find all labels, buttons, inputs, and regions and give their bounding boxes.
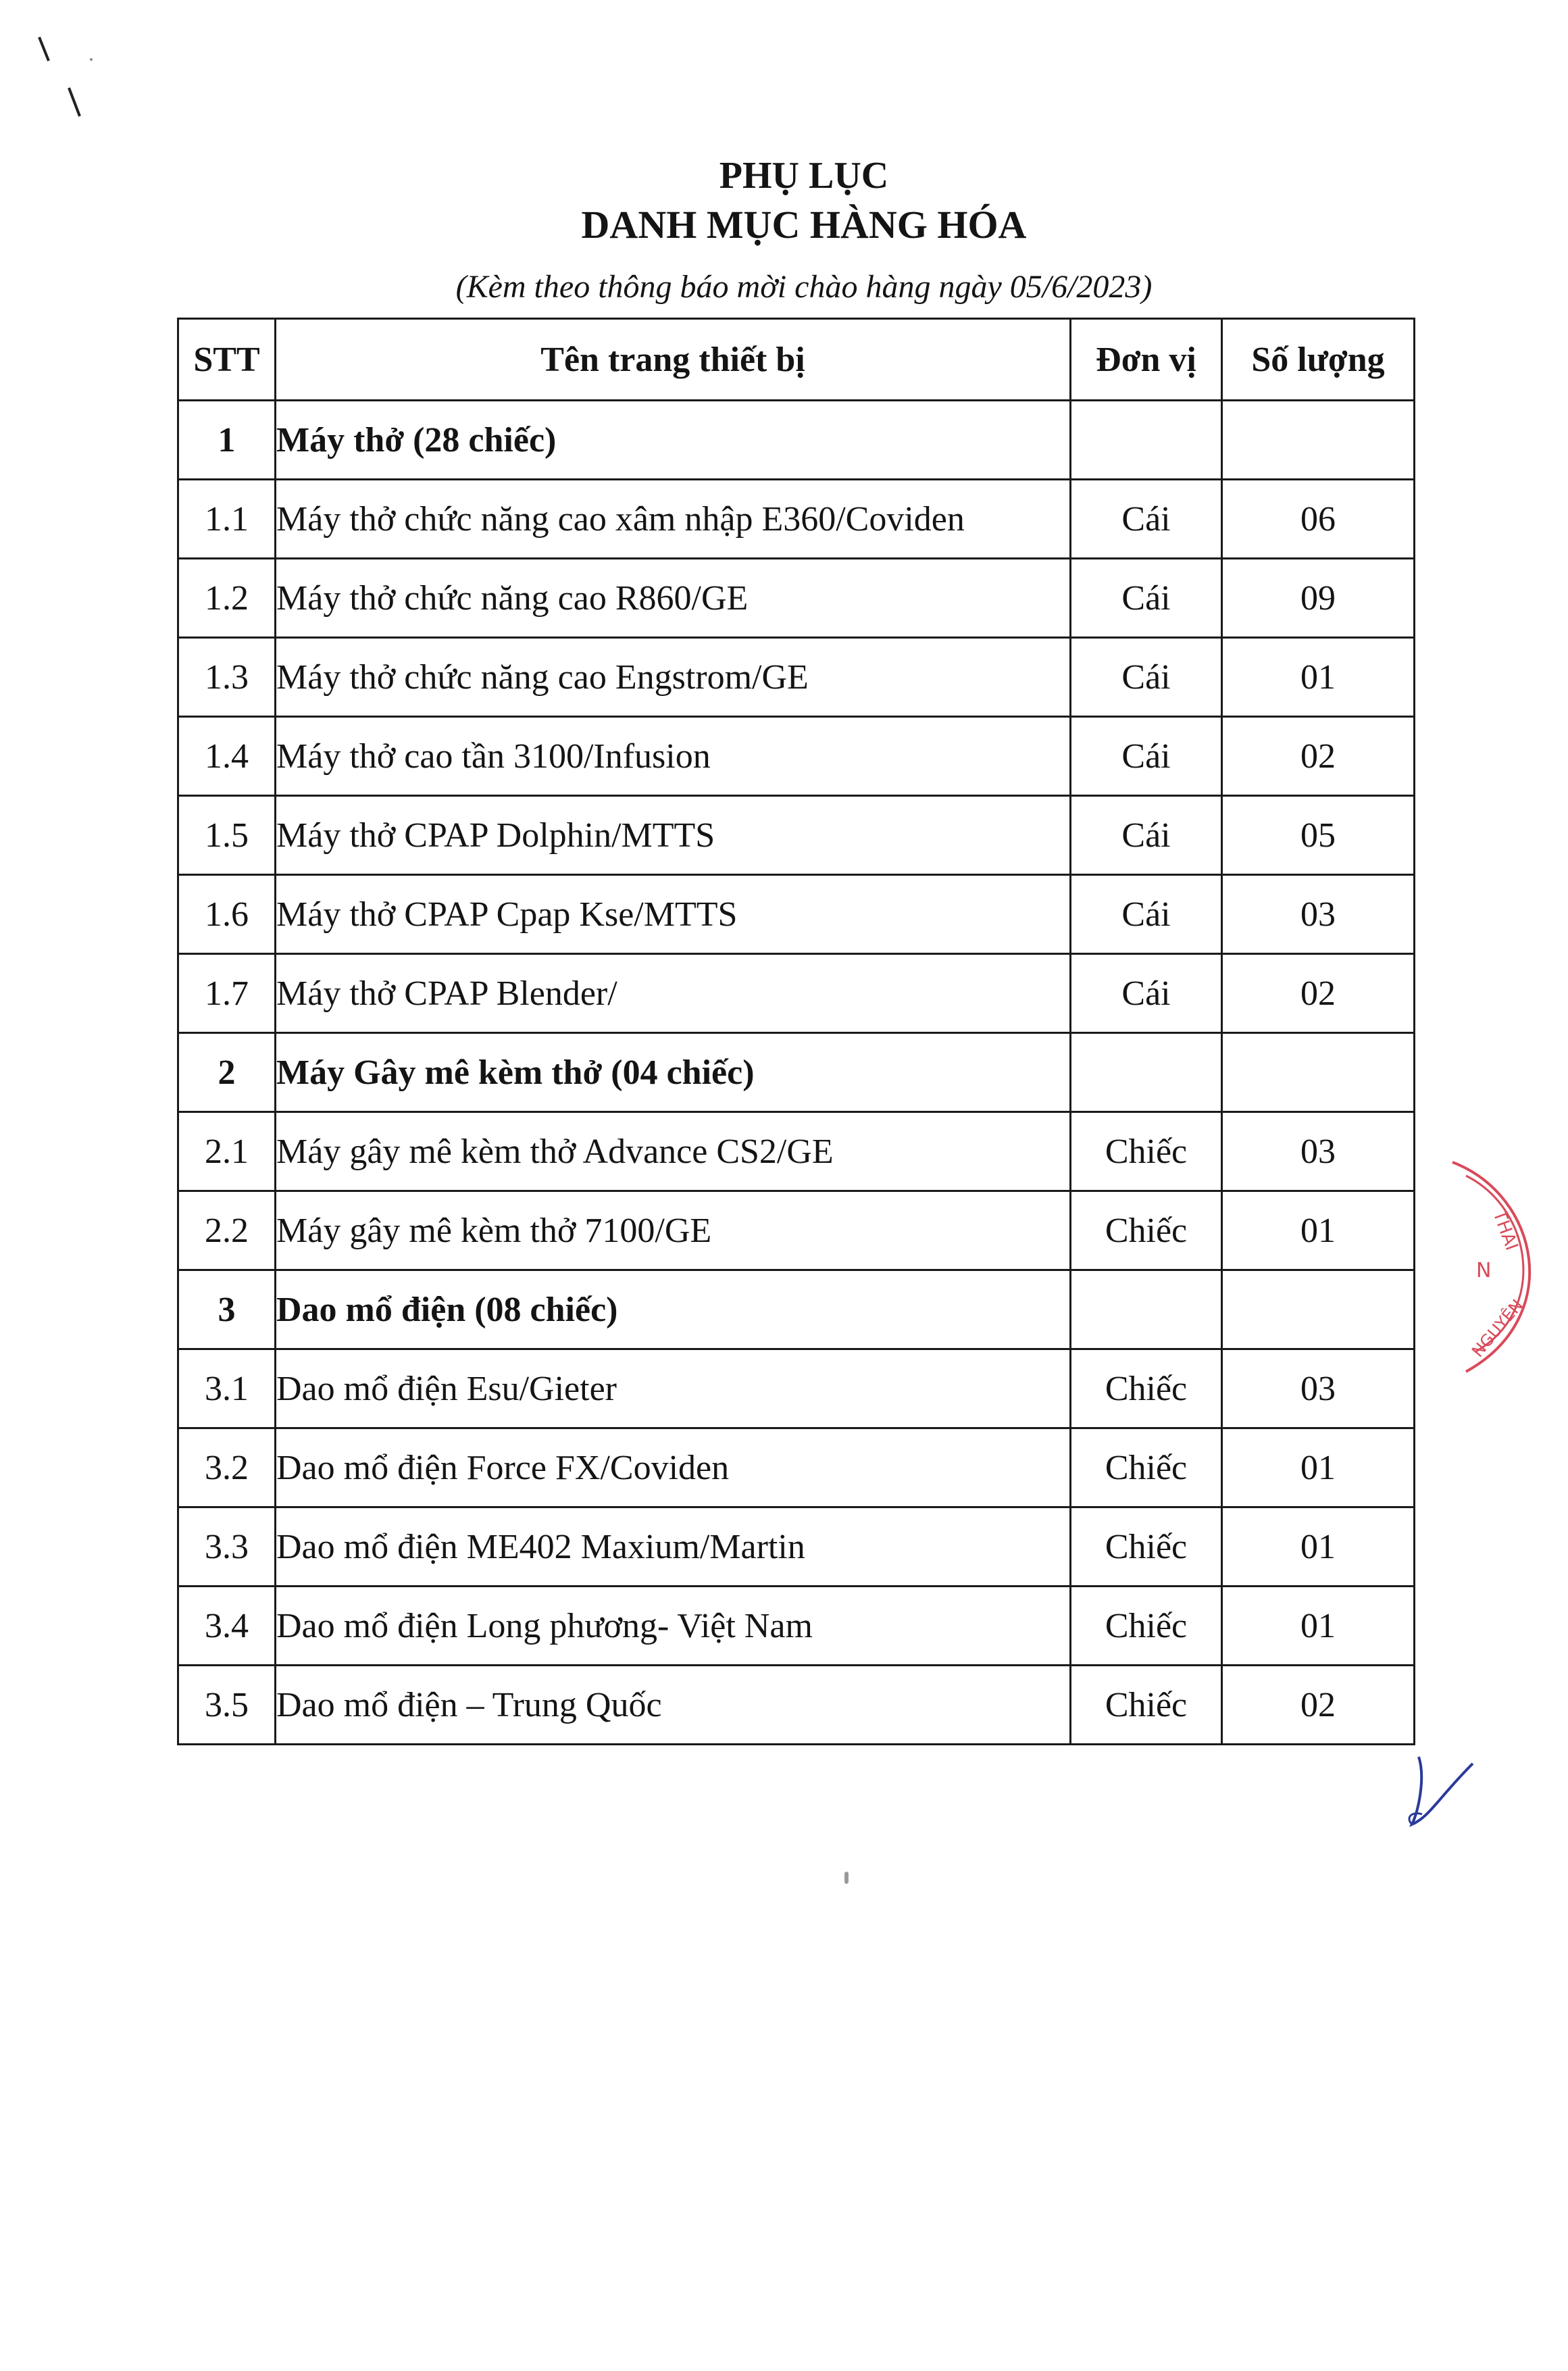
row-quantity: 03 [1222, 1349, 1415, 1428]
row-stt: 1.5 [178, 796, 276, 875]
table-row [178, 1507, 1415, 1587]
table-row [178, 954, 1415, 1033]
goods-list-title: DANH MỤC HÀNG HÓA [581, 203, 1027, 247]
row-stt: 1.6 [178, 875, 276, 954]
row-quantity: 02 [1222, 717, 1415, 796]
row-quantity [1222, 401, 1415, 480]
row-quantity [1222, 1033, 1415, 1112]
table-row [178, 638, 1415, 717]
table-row [178, 559, 1415, 638]
header-unit: Đơn vị [1071, 319, 1222, 401]
svg-text:NGUYÊN: NGUYÊN [1468, 1295, 1527, 1361]
row-equipment-name: Dao mổ điện Force FX/Coviden [276, 1428, 1071, 1507]
header-equipment-name: Tên trang thiết bị [276, 319, 1071, 401]
row-stt: 1.2 [178, 559, 276, 638]
table-row [178, 1349, 1415, 1428]
table-group-row [178, 401, 1415, 480]
signature-initial [1398, 1750, 1480, 1831]
row-unit: Chiếc [1071, 1428, 1222, 1507]
row-quantity: 01 [1222, 1507, 1415, 1587]
row-stt: 3.1 [178, 1349, 276, 1428]
row-stt: 3.4 [178, 1587, 276, 1666]
row-equipment-name: Dao mổ điện ME402 Maxium/Martin [276, 1507, 1071, 1587]
row-unit: Cái [1071, 796, 1222, 875]
row-stt: 2.1 [178, 1112, 276, 1191]
row-unit: Chiếc [1071, 1587, 1222, 1666]
row-equipment-name: Máy thở cao tần 3100/Infusion [276, 717, 1071, 796]
row-quantity: 06 [1222, 480, 1415, 559]
row-unit: Cái [1071, 875, 1222, 954]
row-quantity: 01 [1222, 638, 1415, 717]
row-unit: Chiếc [1071, 1349, 1222, 1428]
row-stt: 2 [178, 1033, 276, 1112]
row-unit: Cái [1071, 954, 1222, 1033]
row-quantity [1222, 1270, 1415, 1349]
row-unit [1071, 1270, 1222, 1349]
table-row [178, 1587, 1415, 1666]
row-stt: 1.1 [178, 480, 276, 559]
row-unit: Chiếc [1071, 1507, 1222, 1587]
row-equipment-name: Máy thở CPAP Dolphin/MTTS [276, 796, 1071, 875]
row-equipment-name: Máy thở CPAP Blender/ [276, 954, 1071, 1033]
scan-marks [27, 27, 95, 128]
row-unit: Cái [1071, 480, 1222, 559]
appendix-title: PHỤ LỤC [719, 155, 889, 197]
row-unit: Chiếc [1071, 1112, 1222, 1191]
scan-dot [844, 1872, 849, 1884]
row-stt: 3.5 [178, 1666, 276, 1745]
row-quantity: 02 [1222, 954, 1415, 1033]
table-row [178, 1666, 1415, 1745]
table-header-row [178, 319, 1415, 401]
row-stt: 1 [178, 401, 276, 480]
row-equipment-name: Dao mổ điện (08 chiếc) [276, 1270, 1071, 1349]
table-row [178, 717, 1415, 796]
row-equipment-name: Máy gây mê kèm thở Advance CS2/GE [276, 1112, 1071, 1191]
row-quantity: 05 [1222, 796, 1415, 875]
table-row [178, 875, 1415, 954]
header-quantity: Số lượng [1222, 319, 1415, 401]
row-equipment-name: Máy thở (28 chiếc) [276, 401, 1071, 480]
table-row [178, 1191, 1415, 1270]
row-stt: 3.2 [178, 1428, 276, 1507]
row-stt: 1.4 [178, 717, 276, 796]
table-row [178, 480, 1415, 559]
row-unit: Chiếc [1071, 1191, 1222, 1270]
header-stt: STT [178, 319, 276, 401]
row-quantity: 01 [1222, 1587, 1415, 1666]
row-quantity: 03 [1222, 875, 1415, 954]
row-unit [1071, 1033, 1222, 1112]
row-equipment-name: Máy thở chức năng cao xâm nhập E360/Coviden [276, 480, 1071, 559]
row-unit: Cái [1071, 559, 1222, 638]
row-equipment-name: Dao mổ điện Esu/Gieter [276, 1349, 1071, 1428]
red-seal-stamp [1439, 1149, 1554, 1405]
goods-table [177, 318, 1415, 1745]
table-row [178, 1112, 1415, 1191]
row-unit: Cái [1071, 717, 1222, 796]
table-row [178, 1428, 1415, 1507]
row-equipment-name: Dao mổ điện Long phương- Việt Nam [276, 1587, 1071, 1666]
row-quantity: 03 [1222, 1112, 1415, 1191]
row-stt: 1.3 [178, 638, 276, 717]
row-quantity: 01 [1222, 1191, 1415, 1270]
row-equipment-name: Máy thở CPAP Cpap Kse/MTTS [276, 875, 1071, 954]
row-quantity: 09 [1222, 559, 1415, 638]
document-subtitle: (Kèm theo thông báo mời chào hàng ngày 05/6/2023) [455, 269, 1153, 305]
table-row [178, 796, 1415, 875]
svg-text:N: N [1476, 1259, 1492, 1282]
row-equipment-name: Máy thở chức năng cao Engstrom/GE [276, 638, 1071, 717]
row-unit: Cái [1071, 638, 1222, 717]
row-stt: 1.7 [178, 954, 276, 1033]
row-equipment-name: Máy thở chức năng cao R860/GE [276, 559, 1071, 638]
table-group-row [178, 1270, 1415, 1349]
row-equipment-name: Máy Gây mê kèm thở (04 chiếc) [276, 1033, 1071, 1112]
svg-text:THÁI: THÁI [1488, 1207, 1522, 1253]
row-stt: 2.2 [178, 1191, 276, 1270]
row-unit: Chiếc [1071, 1666, 1222, 1745]
row-quantity: 02 [1222, 1666, 1415, 1745]
row-stt: 3 [178, 1270, 276, 1349]
row-equipment-name: Dao mổ điện – Trung Quốc [276, 1666, 1071, 1745]
row-unit [1071, 401, 1222, 480]
row-stt: 3.3 [178, 1507, 276, 1587]
goods-table-body [178, 401, 1415, 1745]
table-group-row [178, 1033, 1415, 1112]
row-quantity: 01 [1222, 1428, 1415, 1507]
row-equipment-name: Máy gây mê kèm thở 7100/GE [276, 1191, 1071, 1270]
